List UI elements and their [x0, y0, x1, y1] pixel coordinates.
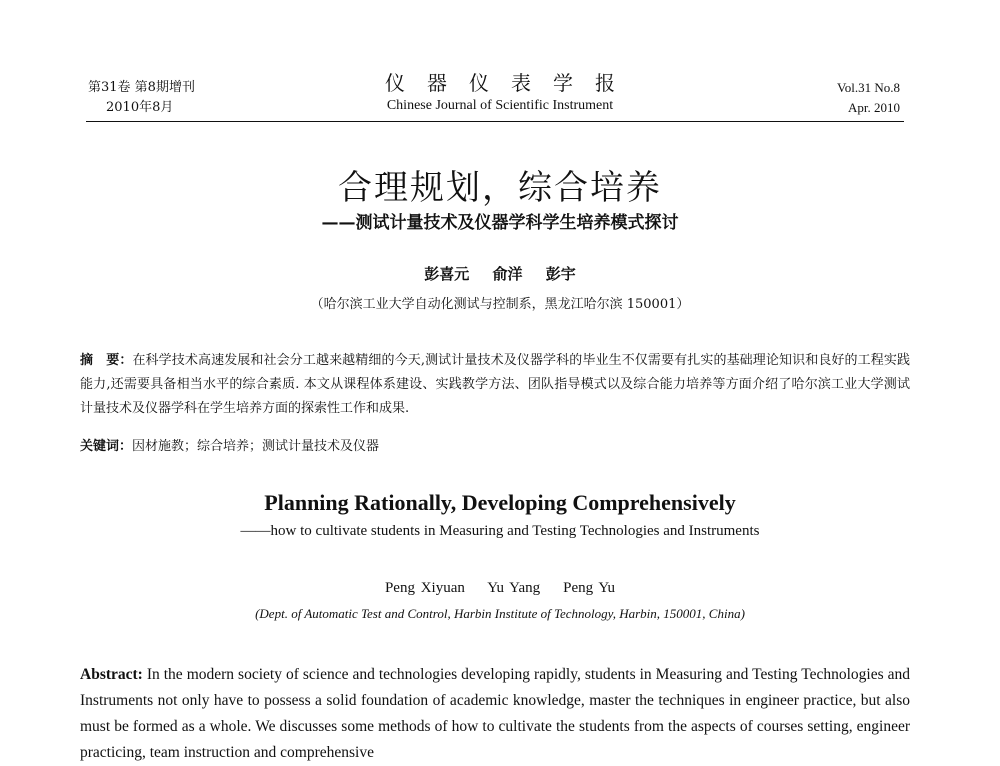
keywords-cn-text: 因材施教；综合培养；测试计量技术及仪器: [132, 439, 380, 454]
abstract-cn: [80, 349, 910, 421]
affiliation-cn: （哈尔滨工业大学自动化测试与控制系，黑龙江哈尔滨 150001）: [310, 297, 690, 312]
header-date-cn: 2010年8月: [106, 100, 174, 115]
abstract-en-label: Abstract:: [80, 666, 143, 683]
abstract-en: [80, 662, 910, 766]
header-volume-info-en: [837, 78, 900, 118]
header-rule: [86, 121, 904, 122]
subtitle-cn: ——测试计量技术及仪器学科学生培养模式探讨: [321, 213, 679, 233]
title-cn: 合理规划，综合培养: [338, 168, 662, 208]
authors-en: Peng Xiyuan Yu Yang Peng Yu: [384, 580, 616, 596]
header-vol-no: Vol.31 No.8: [837, 80, 900, 95]
affiliation-en: (Dept. of Automatic Test and Control, Harbin Institute of Technology, Harbin, 150001, China): [255, 606, 745, 621]
authors-cn: 彭喜元 俞洋 彭宇: [424, 265, 576, 283]
title-en: Planning Rationally, Developing Comprehensively: [264, 490, 736, 515]
abstract-cn-label: 摘 要：: [80, 353, 133, 368]
abstract-en-text: In the modern society of science and technologies developing rapidly, students in Measuring and Testing Technologies and Instruments not only have to possess a solid foundation of academic knowledge, master the techniques in engineer practice, but also must be formed as a whole. We discusses some methods of how to cultivate the students from the aspects of courses setting, engineer practicing, team instruction and comprehensive: [80, 666, 910, 761]
header-date-en: Apr. 2010: [848, 100, 900, 115]
keywords-cn-label: 关键词：: [80, 439, 133, 454]
keywords-cn: [80, 436, 910, 458]
subtitle-en: ——how to cultivate students in Measuring and Testing Technologies and Instruments: [240, 523, 760, 539]
header-issue-info: [88, 78, 195, 118]
journal-name-cn: 仪器仪表学报: [385, 71, 637, 95]
journal-masthead: [320, 70, 680, 116]
header-volume-issue: 第31卷 第8期增刊: [88, 80, 195, 95]
journal-name-en: Chinese Journal of Scientific Instrument: [386, 98, 614, 113]
abstract-cn-text: 在科学技术高速发展和社会分工越来越精细的今天,测试计量技术及仪器学科的毕业生不仅需要有扎实的基础理论知识和良好的工程实践能力,还需要具备相当水平的综合素质. 本文从课程体系建设、实践教学方法、团队指导模式以及综合能力培养等方面介绍了哈尔滨工业大学测试计量技术及仪器学科在学生培养方面的探索性工作和成果.: [80, 353, 910, 416]
